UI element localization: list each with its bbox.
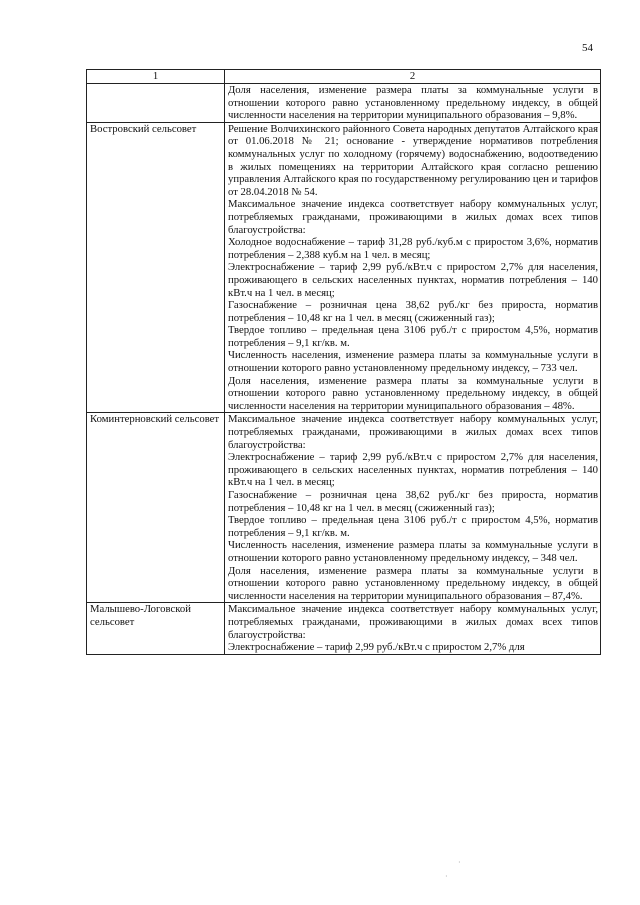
paragraph: Решение Волчихинского районного Совета народных депутатов Алтайского края от 01.06.2018 № 21; основание - утверждение нормативов потребления коммунальных услуг по холодному (горячему) водоснабжению, водоотведению в жилых помещениях на территории Алтайского края согласно решению управления Алтайского края по государственному регулированию цен и тарифов от 28.04.2018 № 54. [228,122,598,198]
column-header: 2 [225,70,601,84]
description-cell [225,122,601,413]
municipality-cell [87,603,225,654]
table-header-row [87,70,601,84]
table-row [87,413,601,603]
paragraph: Доля населения, изменение размера платы за коммунальные услуги в отношении которого равно установленному предельному индексу, в общей численности населения на территории муниципального образования – 9,8%. [228,84,598,122]
description-cell [225,84,601,123]
paragraph: Газоснабжение – розничная цена 38,62 руб./кг без прироста, норматив потребления – 10,48 кг на 1 чел. в месяц (сжиженный газ); [228,489,598,514]
table-row [87,84,601,123]
table-row [87,122,601,413]
column-header: 1 [87,70,225,84]
municipality-cell [87,84,225,123]
description-cell [225,603,601,654]
description-cell [225,413,601,603]
paragraph: Доля населения, изменение размера платы за коммунальные услуги в отношении которого равно установленному предельному индексу, в общей численности населения на территории муниципального образования – 87,4%. [228,564,598,602]
paragraph: Максимальное значение индекса соответствует набору коммунальных услуг, потребляемых гражданами, проживающими в жилых домах всех типов благоустройства: [228,198,598,236]
page-number: 54 [582,42,593,54]
paragraph: Максимальное значение индекса соответствует набору коммунальных услуг, потребляемых гражданами, проживающими в жилых домах всех типов благоустройства: [228,413,598,451]
municipality-name: Востровский сельсовет [90,122,197,135]
scan-speck: · [445,872,448,881]
paragraph: Численность населения, изменение размера платы за коммунальные услуги в отношении которого равно установленному предельному индексу, – 733 чел. [228,349,598,375]
scan-speck: · [458,858,461,867]
municipality-name: Коминтерновский сельсовет [90,413,220,426]
paragraph: Твердое топливо – предельная цена 3106 руб./т с приростом 4,5%, норматив потребления – 9,1 кг/кв. м. [228,324,598,349]
paragraph: Электроснабжение – тариф 2,99 руб./кВт.ч с приростом 2,7% для населения, проживающего в сельских населенных пунктах, норматив потребления – 140 кВт.ч на 1 чел. в месяц; [228,261,598,299]
paragraph: Электроснабжение – тариф 2,99 руб./кВт.ч с приростом 2,7% для населения, проживающего в сельских населенных пунктах, норматив потребления – 140 кВт.ч на 1 чел. в месяц; [228,451,598,489]
paragraph: Численность населения, изменение размера платы за коммунальные услуги в отношении которого равно установленному предельному индексу, – 348 чел. [228,539,598,564]
paragraph: Электроснабжение – тариф 2,99 руб./кВт.ч с приростом 2,7% для [228,641,525,654]
paragraph: Твердое топливо – предельная цена 3106 руб./т с приростом 4,5%, норматив потребления – 9,1 кг/кв. м. [228,514,598,539]
municipality-cell [87,122,225,413]
tariff-table [86,69,601,655]
municipality-name: Малышево-Логовской сельсовет [90,603,191,628]
municipality-cell [87,413,225,603]
table-row [87,603,601,654]
paragraph: Доля населения, изменение размера платы за коммунальные услуги в отношении которого равно установленному предельному индексу, в общей численности населения на территории муниципального образования – 48%. [228,374,598,412]
paragraph: Максимальное значение индекса соответствует набору коммунальных услуг, потребляемых гражданами, проживающими в жилых домах всех типов благоустройства: [228,603,598,641]
paragraph: Холодное водоснабжение – тариф 31,28 руб./куб.м с приростом 3,6%, норматив потребления – 2,388 куб.м на 1 чел. в месяц; [228,236,598,261]
paragraph: Газоснабжение – розничная цена 38,62 руб./кг без прироста, норматив потребления – 10,48 кг на 1 чел. в месяц (сжиженный газ); [228,299,598,324]
